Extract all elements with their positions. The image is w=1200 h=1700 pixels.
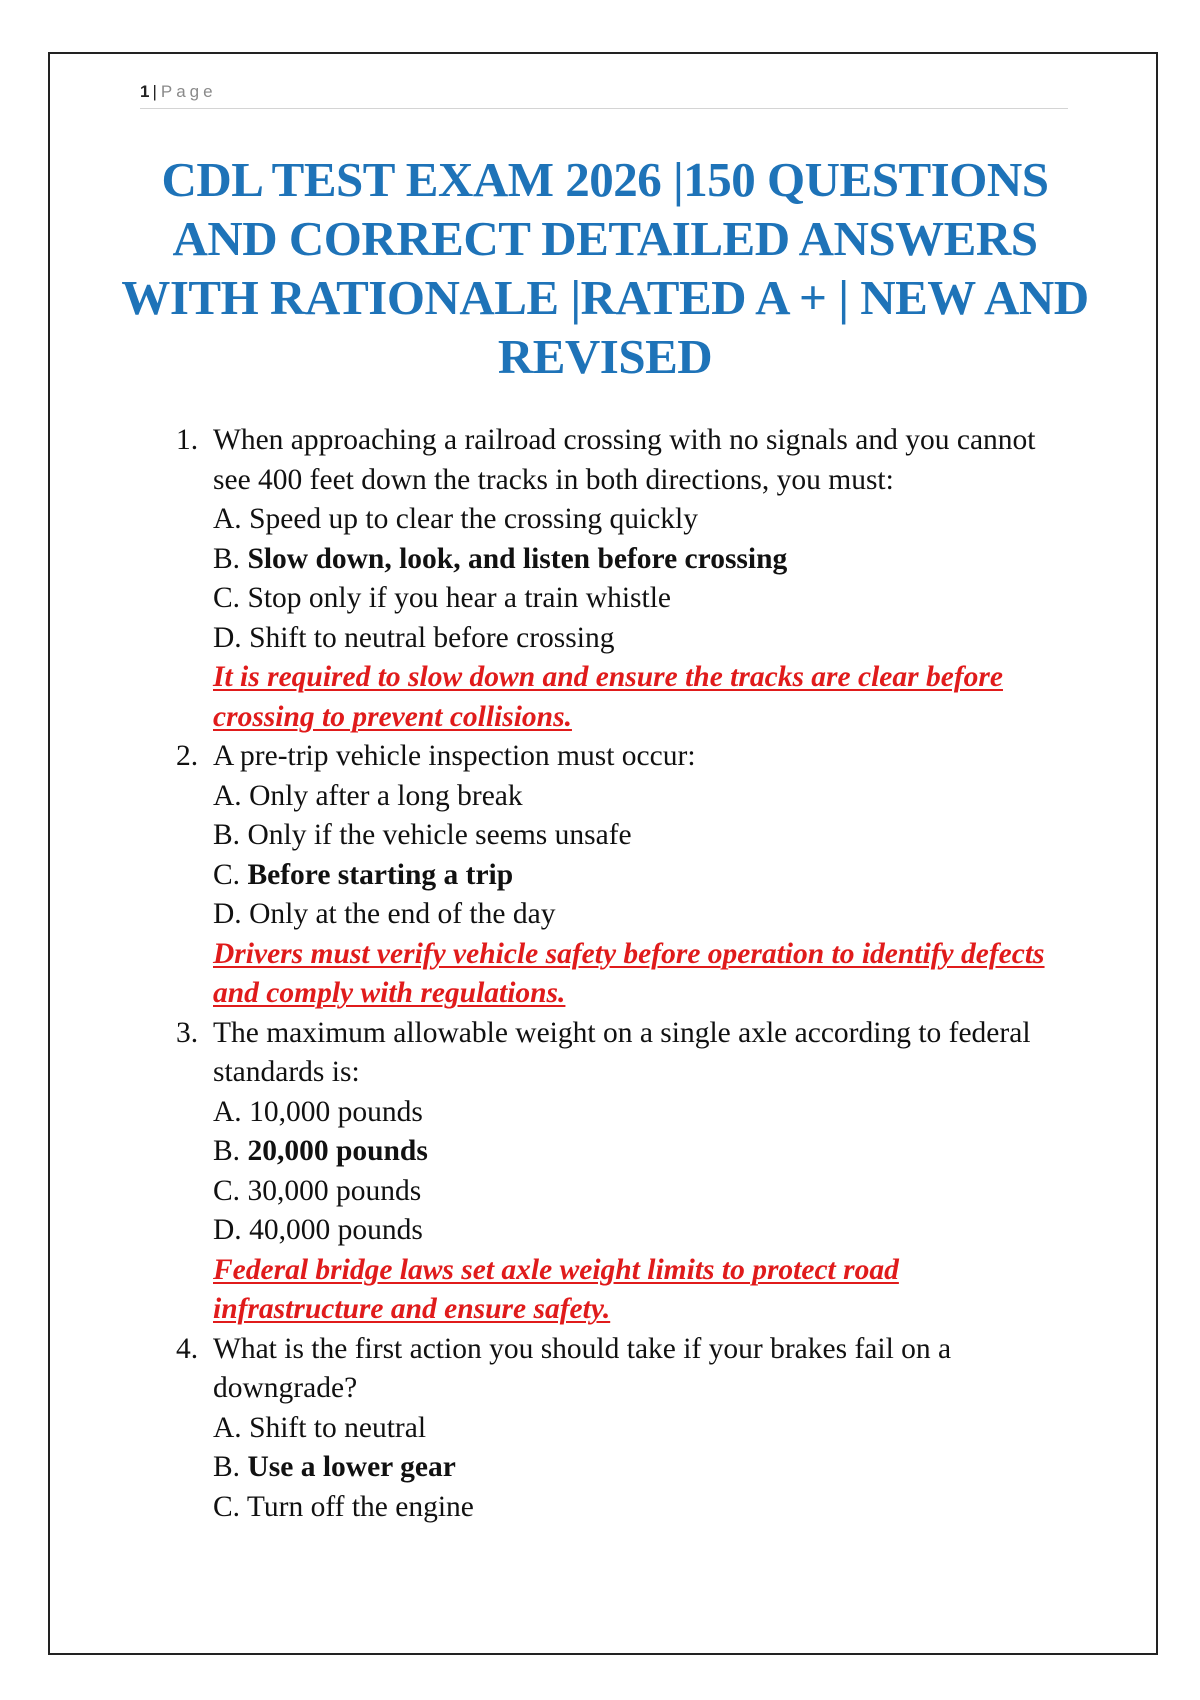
option-text: 30,000 pounds: [247, 1174, 422, 1207]
question-text: The maximum allowable weight on a single axle according to federal standards is:: [213, 1016, 1031, 1088]
option-text: 40,000 pounds: [249, 1214, 423, 1246]
option-text: Stop only if you hear a train whistle: [247, 582, 672, 614]
question-list: [170, 421, 1070, 1527]
document-title: CDL TEST EXAM 2026 |150 QUESTIONS AND CORRECT DETAILED ANSWERS WITH RATIONALE |RATED A + | NEW AND REVISED: [121, 152, 1089, 384]
option-text: Shift to neutral before crossing: [249, 621, 615, 654]
option-letter: C.: [213, 858, 241, 891]
question-2: [170, 737, 1070, 1014]
correct-answer-option: [213, 1448, 1070, 1488]
question-1: [170, 421, 1070, 737]
answer-option: [213, 1172, 1070, 1212]
correct-answer-option: [213, 540, 1070, 580]
question-text: What is the first action you should take if your brakes fail on a downgrade?: [213, 1332, 952, 1404]
answer-option: [213, 895, 1070, 935]
question-3: [170, 1014, 1070, 1330]
answer-option: [213, 579, 1070, 619]
page-number: 1: [140, 82, 150, 101]
question-4: [170, 1330, 1070, 1528]
answer-option: [213, 1409, 1070, 1449]
option-letter: D.: [213, 1214, 242, 1246]
page-label: Page: [160, 82, 217, 101]
answer-rationale: Federal bridge laws set axle weight limits to protect road infrastructure and ensure safety.: [213, 1253, 899, 1325]
question-number: 2.: [176, 740, 199, 772]
question-number: 4.: [176, 1332, 199, 1365]
option-text: Only after a long break: [249, 779, 523, 812]
option-letter: D.: [213, 898, 242, 930]
option-text: Only at the end of the day: [249, 898, 556, 930]
answer-rationale: It is required to slow down and ensure the tracks are clear before crossing to prevent collisions.: [213, 661, 1003, 733]
option-text: Only if the vehicle seems unsafe: [247, 819, 632, 851]
page-header: [140, 80, 1068, 109]
answer-option: [213, 500, 1070, 540]
option-letter: B.: [213, 542, 241, 575]
option-letter: B.: [213, 819, 241, 851]
question-text: A pre-trip vehicle inspection must occur:: [213, 740, 696, 772]
question-text: When approaching a railroad crossing with no signals and you cannot see 400 feet down the tracks in both directions, you must:: [213, 424, 1036, 496]
page-separator: |: [152, 82, 157, 101]
answer-option: [213, 1488, 1070, 1528]
answer-rationale: Drivers must verify vehicle safety before operation to identify defects and comply with regulations.: [213, 937, 1045, 1009]
answer-option: [213, 1211, 1070, 1251]
question-number: 3.: [176, 1016, 199, 1049]
option-letter: A.: [213, 503, 242, 535]
option-letter: C.: [213, 1490, 241, 1523]
option-letter: B.: [213, 1135, 241, 1167]
option-text: Shift to neutral: [249, 1411, 427, 1444]
option-letter: C.: [213, 582, 241, 614]
answer-option: [213, 777, 1070, 817]
correct-answer-option: [213, 1132, 1070, 1172]
option-letter: C.: [213, 1174, 241, 1207]
option-text: Speed up to clear the crossing quickly: [249, 503, 699, 535]
option-letter: D.: [213, 621, 242, 654]
answer-option: [213, 816, 1070, 856]
correct-answer-option: [213, 856, 1070, 896]
option-letter: A.: [213, 779, 242, 812]
option-letter: A.: [213, 1095, 242, 1128]
option-text: 20,000 pounds: [247, 1135, 428, 1167]
answer-option: [213, 1093, 1070, 1133]
answer-option: [213, 619, 1070, 659]
option-letter: A.: [213, 1411, 242, 1444]
option-text: Use a lower gear: [247, 1451, 456, 1483]
option-text: Turn off the engine: [246, 1490, 474, 1523]
question-number: 1.: [176, 424, 199, 456]
option-text: Before starting a trip: [247, 858, 514, 891]
option-text: Slow down, look, and listen before crossing: [247, 542, 788, 575]
option-text: 10,000 pounds: [249, 1095, 423, 1128]
option-letter: B.: [213, 1451, 241, 1483]
